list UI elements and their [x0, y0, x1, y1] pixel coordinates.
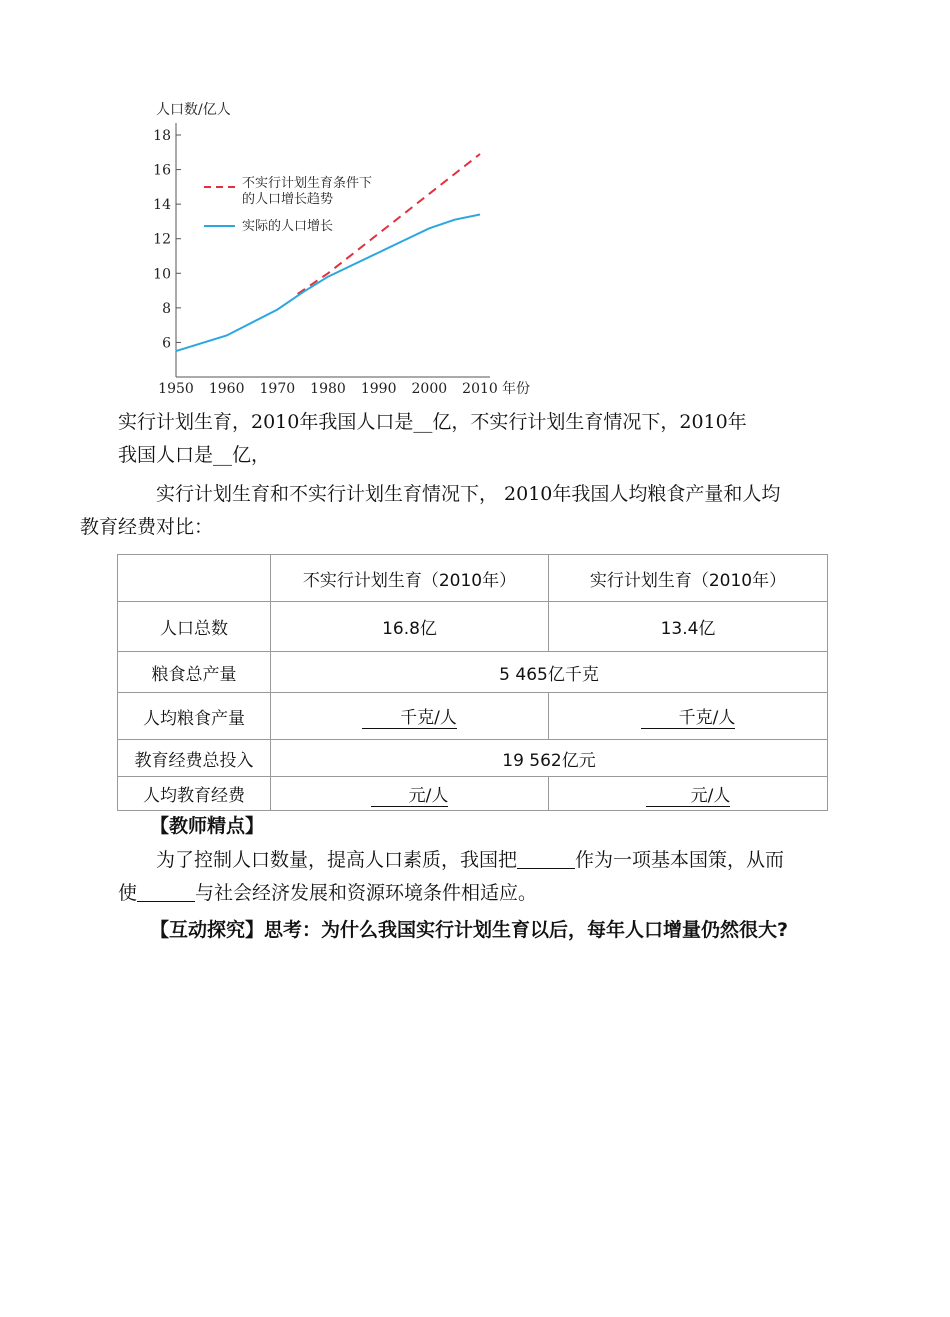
teacher-text-1b: 作为一项基本国策，从而	[575, 849, 785, 871]
table-cell-merged: 5 465亿千克	[271, 652, 828, 693]
question-paragraph	[118, 406, 838, 472]
table-cell	[549, 777, 828, 811]
table-cell	[271, 693, 549, 740]
teacher-text-1a: 为了控制人口数量，提高人口素质，我国把	[156, 849, 518, 871]
comparison-table	[117, 554, 828, 811]
explore-question: 【互动探究】思考：为什么我国实行计划生育以后，每年人口增量仍然很大?	[150, 919, 789, 941]
teacher-text-2b: 与社会经济发展和资源环境条件相适应。	[195, 882, 538, 904]
row-label: 人口总数	[118, 602, 271, 652]
answer-blank[interactable]	[137, 881, 195, 902]
teacher-paragraph	[118, 844, 838, 910]
y-tick-label: 6	[162, 335, 171, 352]
y-tick-label: 14	[153, 197, 171, 214]
legend-label-no-planning-line1: 不实行计划生育条件下	[242, 176, 373, 191]
row-label: 教育经费总投入	[118, 740, 271, 777]
x-tick-label: 1970	[259, 381, 296, 397]
y-axis-title: 人口数/亿人	[156, 102, 231, 118]
table-row	[118, 693, 828, 740]
answer-blank[interactable]: 千克/人	[362, 703, 457, 729]
table-cell-merged: 19 562亿元	[271, 740, 828, 777]
y-tick-label: 8	[162, 300, 171, 317]
answer-blank[interactable]: 千克/人	[641, 703, 736, 729]
table-header-cell	[118, 555, 271, 602]
question-line-2: 我国人口是__亿，	[118, 444, 271, 466]
x-tick-label: 2000	[411, 381, 448, 397]
comparison-intro	[80, 478, 838, 544]
comparison-intro-line-2: 教育经费对比：	[80, 516, 214, 538]
table-cell: 16.8亿	[271, 602, 549, 652]
y-tick-label: 16	[153, 162, 171, 179]
row-label: 人均粮食产量	[118, 693, 271, 740]
series-line-actual	[176, 215, 480, 352]
question-line-1: 实行计划生育，2010年我国人口是__亿，不实行计划生育情况下，2010年	[118, 411, 747, 433]
table-cell: 13.4亿	[549, 602, 828, 652]
teacher-text-2a: 使	[118, 882, 138, 904]
answer-blank[interactable]: 元/人	[371, 781, 449, 807]
x-tick-label: 1980	[310, 381, 346, 397]
comparison-intro-line-1: 实行计划生育和不实行计划生育情况下， 2010年我国人均粮食产量和人均	[156, 483, 781, 505]
table-row	[118, 602, 828, 652]
table-row	[118, 777, 828, 811]
population-chart	[140, 96, 540, 401]
x-tick-label: 2010	[462, 381, 498, 397]
answer-blank[interactable]: 元/人	[646, 781, 731, 807]
table-row	[118, 652, 828, 693]
legend-label-actual: 实际的人口增长	[242, 219, 334, 234]
table-cell	[271, 777, 549, 811]
y-tick-label: 10	[153, 266, 171, 283]
row-label: 人均教育经费	[118, 777, 271, 811]
teacher-heading: 【教师精点】	[150, 815, 265, 837]
answer-blank[interactable]	[517, 848, 575, 869]
table-header-row	[118, 555, 828, 602]
x-tick-label: 1990	[360, 381, 397, 397]
legend-label-no-planning-line2: 的人口增长趋势	[242, 192, 334, 207]
row-label: 粮食总产量	[118, 652, 271, 693]
table-header-cell: 不实行计划生育（2010年）	[271, 555, 549, 602]
table-cell	[549, 693, 828, 740]
table-row	[118, 740, 828, 777]
x-tick-label: 1950	[158, 381, 194, 397]
y-tick-label: 18	[153, 128, 171, 144]
table-header-cell: 实行计划生育（2010年）	[549, 555, 828, 602]
x-axis-title: 年份	[502, 381, 530, 397]
x-tick-label: 1960	[208, 381, 245, 397]
y-tick-label: 12	[153, 231, 171, 248]
